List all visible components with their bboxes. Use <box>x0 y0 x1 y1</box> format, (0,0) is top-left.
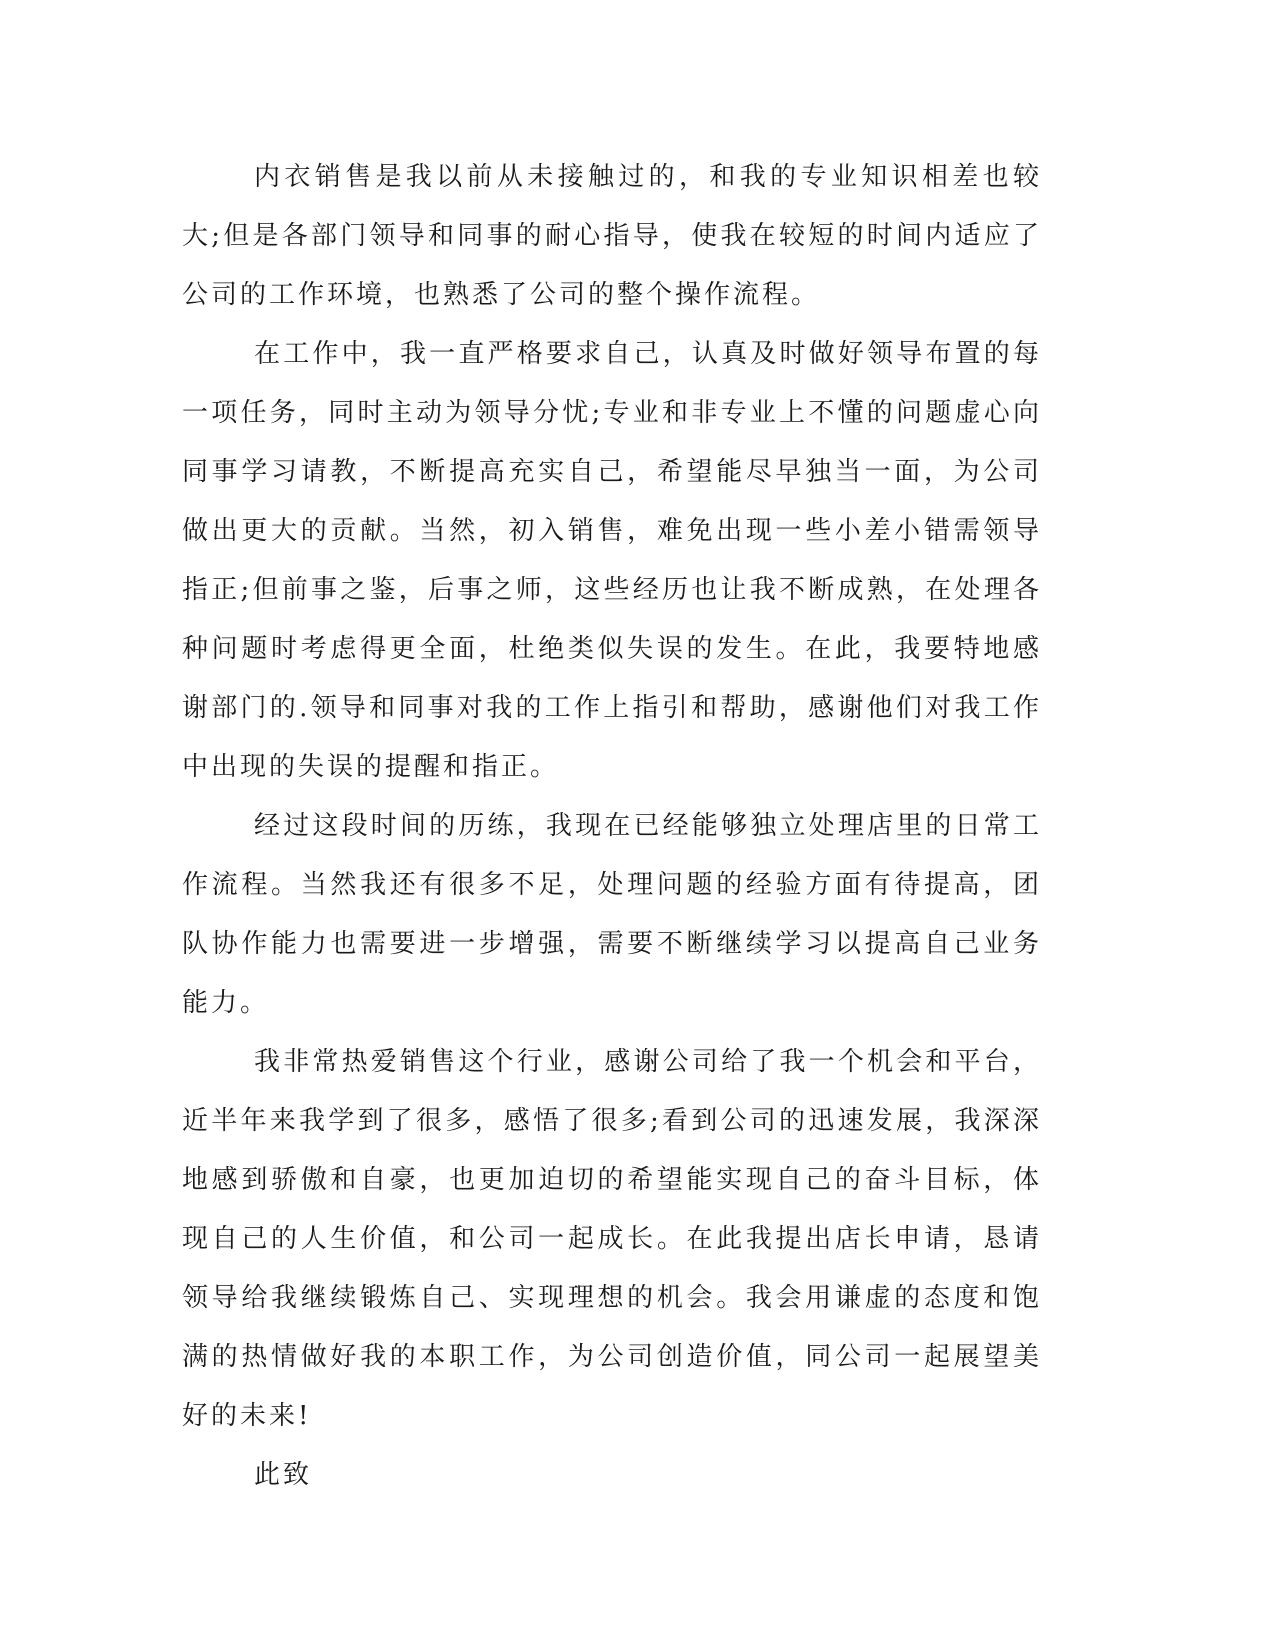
paragraph-4: 我非常热爱销售这个行业，感谢公司给了我一个机会和平台，近半年来我学到了很多，感悟了很多;看到公司的迅速发展，我深深地感到骄傲和自豪，也更加迫切的希望能实现自己的奋斗目标，体现自己的人生价值，和公司一起成长。在此我提出店长申请，恳请领导给我继续锻炼自己、实现理想的机会。我会用谦虚的态度和饱满的热情做好我的本职工作，为公司创造价值，同公司一起展望美好的未来! <box>182 1047 1042 1431</box>
closing-salutation: 此致 <box>254 1460 313 1490</box>
paragraph-1: 内衣销售是我以前从未接触过的，和我的专业知识相差也较大;但是各部门领导和同事的耐心指导，使我在较短的时间内适应了公司的工作环境，也熟悉了公司的整个操作流程。 <box>182 162 1042 310</box>
paragraph-3: 经过这段时间的历练，我现在已经能够独立处理店里的日常工作流程。当然我还有很多不足，处理问题的经验方面有待提高，团队协作能力也需要进一步增强，需要不断继续学习以提高自己业务能力。 <box>182 811 1042 1018</box>
paragraph-2: 在工作中，我一直严格要求自己，认真及时做好领导布置的每一项任务，同时主动为领导分忧;专业和非专业上不懂的问题虚心向同事学习请教，不断提高充实自己，希望能尽早独当一面，为公司做出更大的贡献。当然，初入销售，难免出现一些小差小错需领导指正;但前事之鉴，后事之师，这些经历也让我不断成熟，在处理各种问题时考虑得更全面，杜绝类似失误的发生。在此，我要特地感谢部门的.领导和同事对我的工作上指引和帮助，感谢他们对我工作中出现的失误的提醒和指正。 <box>182 339 1042 782</box>
letter-body <box>182 148 1042 1505</box>
